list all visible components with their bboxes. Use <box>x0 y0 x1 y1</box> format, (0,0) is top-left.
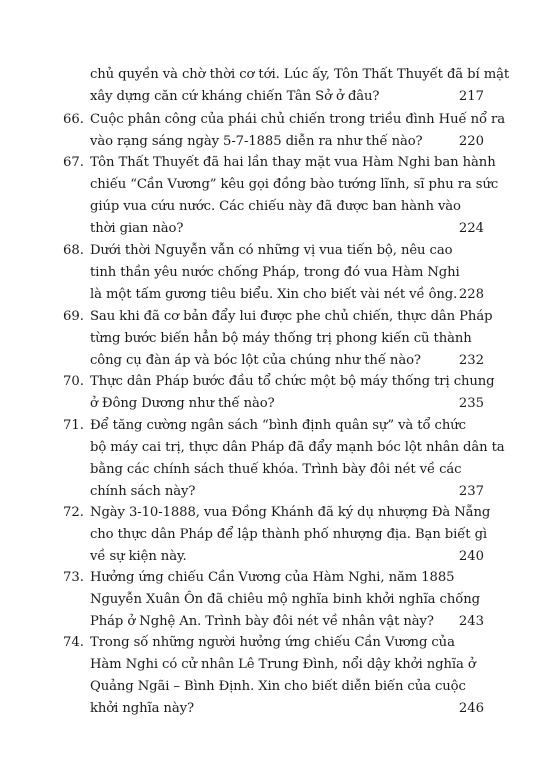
toc-entry-line: Hàm Nghi có cử nhân Lê Trung Đình, nổi dậy khởi nghĩa ở <box>90 657 476 672</box>
toc-entry-title <box>90 64 510 108</box>
toc-entry <box>0 306 548 372</box>
toc-entry-line: giúp vua cứu nước. Các chiếu này đã được ban hành vào <box>90 199 461 214</box>
toc-entry-line: chính sách này? <box>90 484 196 499</box>
toc-entry-line: Cuộc phân công của phái chủ chiến trong triều đình Huế nổ ra <box>90 112 505 127</box>
toc-entry-number: 71. <box>63 418 84 433</box>
toc-entry-line: xây dựng căn cứ kháng chiến Tân Sở ở đâu? <box>90 89 380 104</box>
toc-entry <box>0 502 548 568</box>
toc-entry-number: 69. <box>63 309 84 324</box>
toc-entry <box>0 632 548 720</box>
toc-entry-number: 70. <box>63 374 84 389</box>
toc-entry-title <box>90 567 485 633</box>
toc-entry-line: Ngày 3-10-1888, vua Đồng Khánh đã ký dụ nhượng Đà Nẵng <box>90 505 491 520</box>
toc-entry <box>0 567 548 633</box>
toc-entry-line: ở Đông Dương như thế nào? <box>90 396 275 411</box>
toc-entry-page-number: 228 <box>458 287 484 302</box>
toc-entry <box>0 109 548 153</box>
toc-entry <box>0 64 548 108</box>
toc-entry <box>0 152 548 240</box>
toc-entry-line: vào rạng sáng ngày 5-7-1885 diễn ra như thế nào? <box>90 134 423 149</box>
toc-entry-line: Sau khi đã cơ bản đẩy lui được phe chủ chiến, thực dân Pháp <box>90 309 493 324</box>
toc-entry-title <box>90 415 505 503</box>
toc-entry-line: thời gian nào? <box>90 221 184 236</box>
toc-entry-number: 67. <box>63 155 84 170</box>
toc-entry-page-number: 246 <box>458 701 484 716</box>
toc-entry-number: 73. <box>63 570 84 585</box>
toc-entry-title <box>90 240 485 306</box>
toc-entry-line: Hưởng ứng chiếu Cần Vương của Hàm Nghi, năm 1885 <box>90 570 455 585</box>
toc-entry-line: tinh thần yêu nước chống Pháp, trong đó vua Hàm Nghi <box>90 265 460 280</box>
toc-entry-number: 68. <box>63 243 84 258</box>
toc-entry-page-number: 224 <box>458 221 484 236</box>
toc-entry-line: công cụ đàn áp và bóc lột của chúng như thế nào? <box>90 353 421 368</box>
toc-entry-page-number: 240 <box>458 549 484 564</box>
toc-entry-page-number: 217 <box>458 89 484 104</box>
toc-entry-page-number: 235 <box>458 396 484 411</box>
toc-entry-line: Dưới thời Nguyễn vẫn có những vị vua tiến bộ, nêu cao <box>90 243 453 258</box>
toc-entry-line: Để tăng cường ngân sách “bình định quân sự” và tổ chức <box>90 418 466 433</box>
toc-entry-line: Nguyễn Xuân Ôn đã chiêu mộ nghĩa binh khởi nghĩa chống <box>90 592 480 607</box>
toc-entry-title <box>90 371 495 415</box>
toc-entry-line: Trong số những người hưởng ứng chiếu Cần Vương của <box>90 635 455 650</box>
toc-entry-line: Tôn Thất Thuyết đã hai lần thay mặt vua Hàm Nghi ban hành <box>90 155 496 170</box>
toc-entry-title <box>90 152 499 240</box>
toc-entry-title <box>90 109 505 153</box>
toc-entry-title <box>90 306 493 372</box>
toc-entry-line: cho thực dân Pháp để lập thành phố nhượng địa. Bạn biết gì <box>90 527 488 542</box>
toc-entry-line: Quảng Ngãi – Bình Định. Xin cho biết diễn biến của cuộc <box>90 679 466 694</box>
toc-entry-line: bộ máy cai trị, thực dân Pháp đã đẩy mạnh bóc lột nhân dân ta <box>90 440 505 455</box>
toc-entry-line: bằng các chính sách thuế khóa. Trình bày đôi nét về các <box>90 462 462 477</box>
toc-entry <box>0 415 548 503</box>
toc-entry-title <box>90 502 491 568</box>
toc-entry-line: Thực dân Pháp bước đầu tổ chức một bộ máy thống trị chung <box>90 374 495 389</box>
toc-entry-number: 66. <box>63 112 84 127</box>
toc-entry-page-number: 232 <box>458 353 484 368</box>
toc-entry-title <box>90 632 485 720</box>
toc-entry-number: 72. <box>63 505 84 520</box>
toc-entry-line: Pháp ở Nghệ An. Trình bày đôi nét về nhân vật này? <box>90 614 434 629</box>
toc-entry-page-number: 220 <box>458 134 484 149</box>
toc-entry-line: là một tấm gương tiêu biểu. Xin cho biết vài nét về ông. <box>90 287 458 302</box>
toc-entry-line: về sự kiện này. <box>90 549 187 564</box>
toc-entry-line: khởi nghĩa này? <box>90 701 194 716</box>
toc-entry-line: từng bước biến hẳn bộ máy thống trị phong kiến cũ thành <box>90 331 472 346</box>
toc-entry <box>0 371 548 415</box>
toc-entry-page-number: 243 <box>458 614 484 629</box>
toc-entry-line: chủ quyền và chờ thời cơ tới. Lúc ấy, Tôn Thất Thuyết đã bí mật <box>90 67 510 82</box>
toc-entry-line: chiếu “Cần Vương” kêu gọi đồng bào tướng lĩnh, sĩ phu ra sức <box>90 177 499 192</box>
toc-entry-number: 74. <box>63 635 84 650</box>
toc-entry-page-number: 237 <box>458 484 484 499</box>
toc-entry <box>0 240 548 306</box>
